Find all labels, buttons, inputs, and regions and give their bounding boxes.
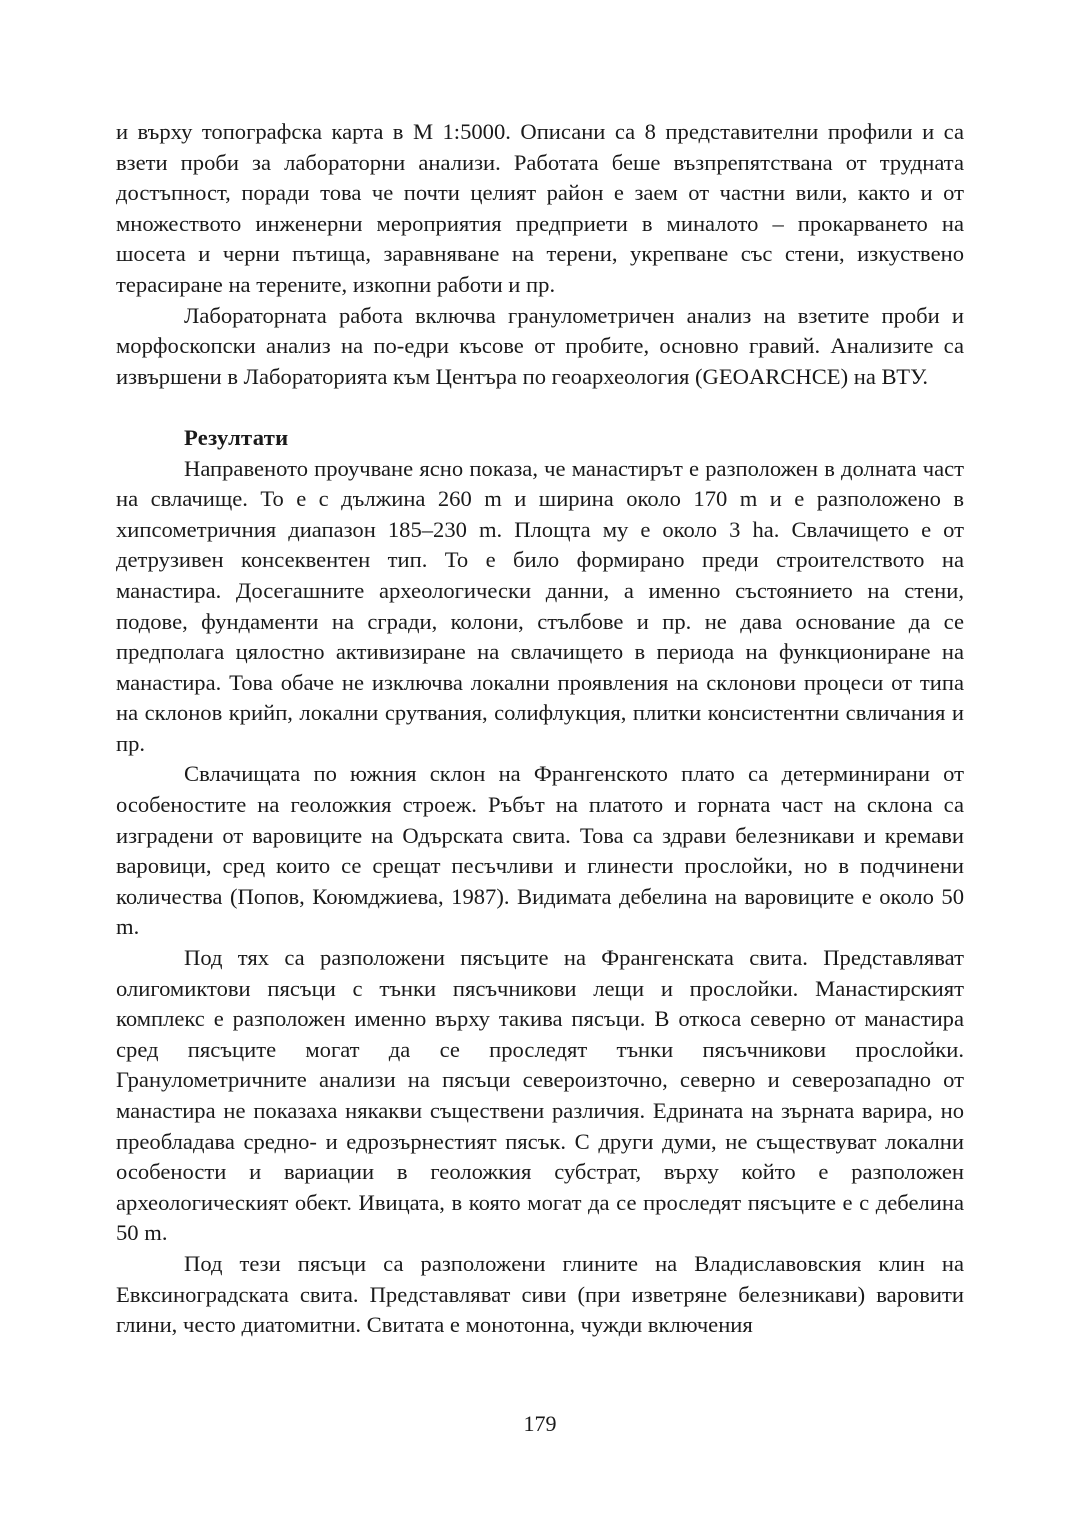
paragraph-methods-lab: Лабораторната работа включва гранулометричен анализ на взетите проби и морфоскопски анализ на по-едри късове от пробите, основно гравий. Анализите са извършени в Лабораторията към Центъра по геоархеология (GEOARCHCE) на ВТУ. (116, 302, 964, 389)
paragraph-results-clays: Под тези пясъци са разположени глините на Владиславовския клин на Евксиноградската свита. Представляват сиви (при изветряне белезникави) варовити глини, често диатомитни. Свитата е монотонна, чужди включения (116, 1250, 964, 1338)
document-page (116, 117, 964, 1341)
paragraph-methods-field: и върху топографска карта в М 1:5000. Описани са 8 представителни профили и са взети проби за лабораторни анализи. Работата беше възпрепятствана от трудната достъпност, поради това че почти целият район е заем от частни вили, както и от множеството инженерни мероприятия предприети в миналото – прокарването на шосета и черни пътища, заравняване на терени, укрепване със стени, изкуствено терасиране на терените, изкопни работи и пр. (116, 119, 964, 297)
paragraph-results-geology: Свлачищата по южния склон на Франгенското плато са детерминирани от особеностите на геоложкия строеж. Ръбът на платото и горната част на склона са изградени от варовиците на Одърската свита. Това са здрави белезникави и кремави варовици, сред които се срещат песъчливи и глинести прослойки, но в подчинени количества (Попов, Коюмджиева, 1987). Видимата дебелина на варовиците е около 50 m. (116, 761, 964, 940)
paragraph-results-landslide: Направеното проучване ясно показа, че манастирът е разположен в долната част на свлачище. То е с дължина 260 m и ширина около 170 m и е разположено в хипсометричния диапазон 185–230 m. Площта му е около 3 ha. Свлачището е от детрузивен консеквентен тип. То е било формирано преди строителството на манастира. Досегашните археологически данни, а именно състоянието на стени, подове, фундаменти на сгради, колони, стълбове и пр. не дава основание да се предполага цялостно активизиране на свлачището в периода на функциониране на манастира. Това обаче не изключва локални проявления на склонови процеси от типа на склонов крийп, локални срутвания, солифлукция, плитки консистентни свличания и пр. (116, 455, 964, 756)
section-heading-results: Резултати (184, 424, 289, 450)
paragraph-results-sands: Под тях са разположени пясъците на Франгенската свита. Представляват олигомиктови пясъци с тънки пясъчникови лещи и прослойки. Манастирският комплекс е разположен именно върху такива пясъци. В откоса северно от манастира сред пясъците могат да се проследят тънки пясъчникови прослойки. Гранулометричните анализи на пясъци североизточно, северно и северозападно от манастира не показаха някакви съществени различия. Едрината на зърната варира, но преобладава средно- и едрозърнестият пясък. С други думи, не съществуват локални особености и вариации в геоложкия субстрат, върху който е разположен археологическият обект. Ивицата, в която могат да се проследят пясъците е с дебелина 50 m. (116, 945, 964, 1246)
page-number: 179 (523, 1411, 557, 1436)
